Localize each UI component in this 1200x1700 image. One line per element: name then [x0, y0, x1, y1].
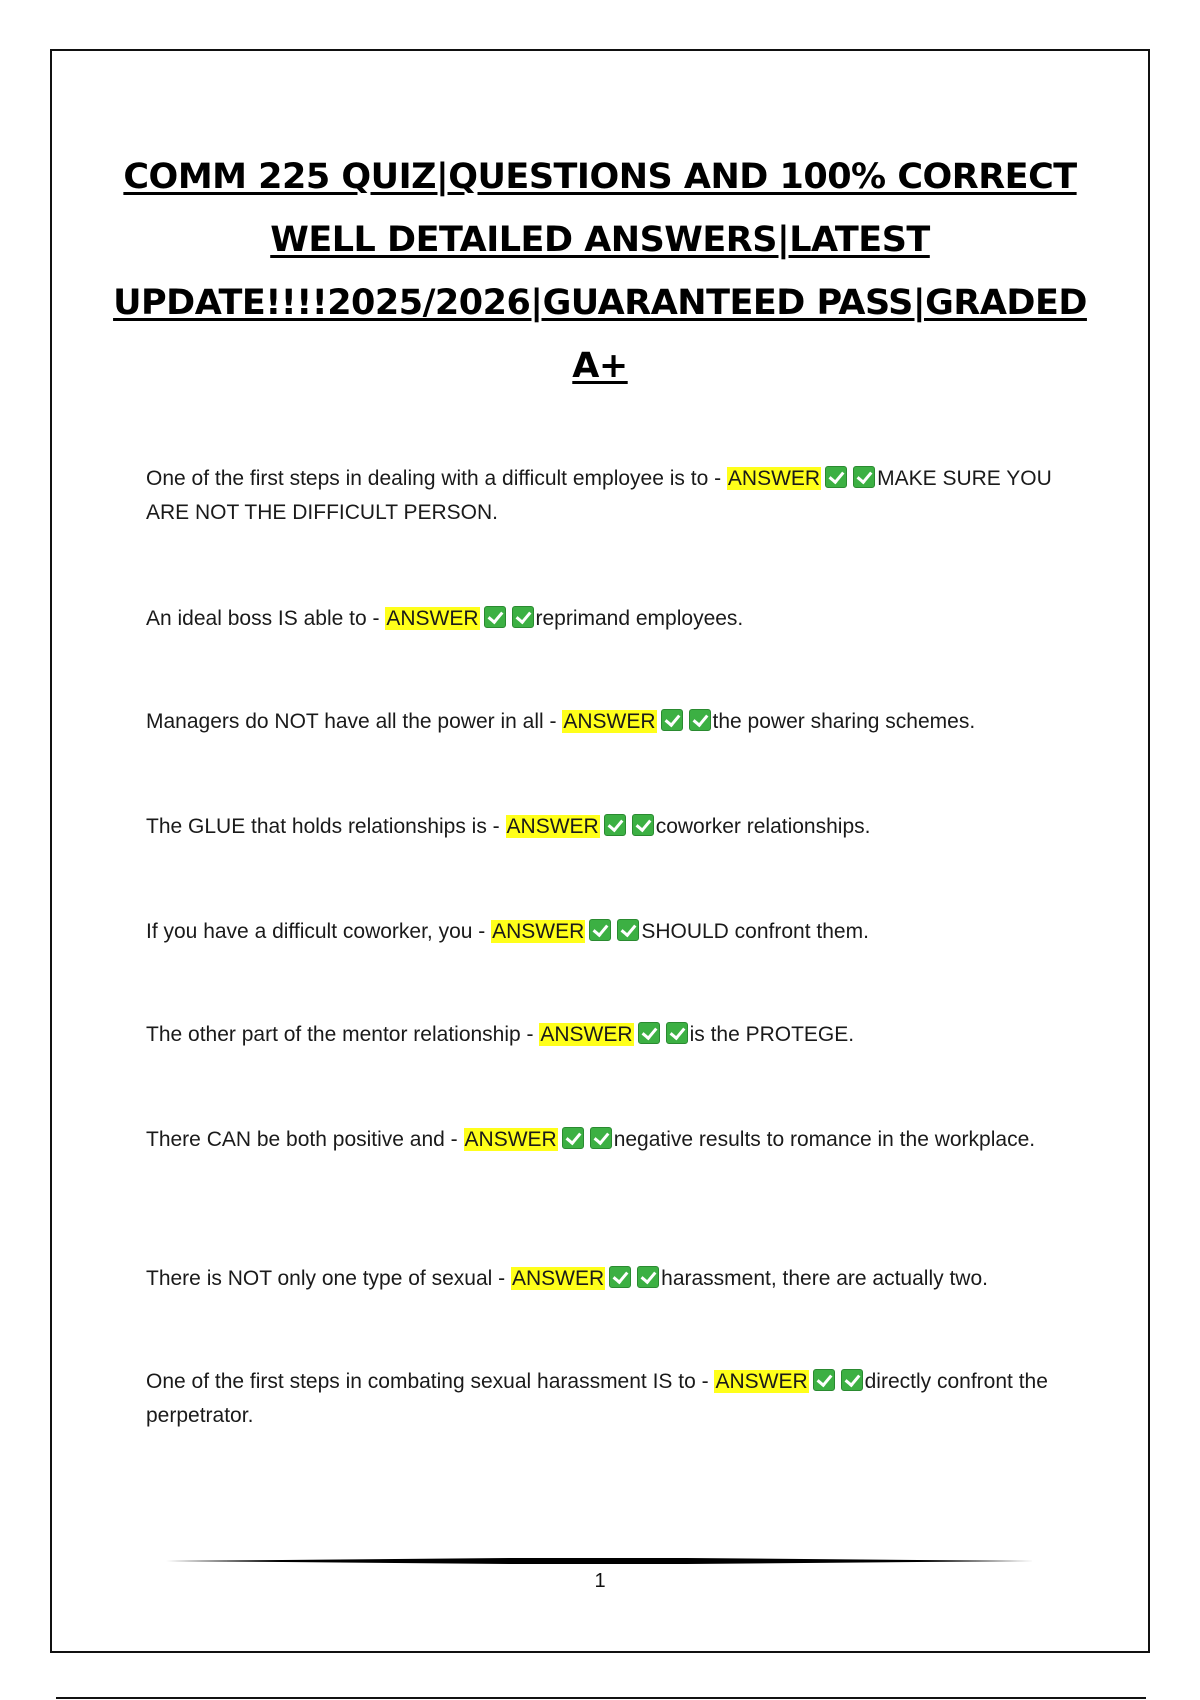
qa-item — [146, 462, 1066, 530]
green-checkbox-icon — [632, 814, 654, 836]
green-checkbox-icon — [617, 919, 639, 941]
question-text: If you have a difficult coworker, you - — [146, 920, 492, 943]
question-text: The other part of the mentor relationship - — [146, 1023, 540, 1046]
answer-text: the power sharing schemes. — [712, 710, 976, 733]
answer-text: negative results to romance in the workplace. — [613, 1128, 1036, 1151]
question-text: There is NOT only one type of sexual - — [146, 1267, 511, 1290]
qa-item — [146, 1365, 1066, 1433]
green-checkbox-icon — [638, 1022, 660, 1044]
question-text: One of the first steps in dealing with a difficult employee is to - — [146, 467, 727, 490]
green-checkbox-icon — [484, 606, 506, 628]
answer-label: ANSWER — [540, 1023, 633, 1046]
qa-item — [146, 705, 1066, 739]
answer-label: ANSWER — [386, 607, 479, 630]
next-page-edge — [56, 1697, 1146, 1699]
green-checkbox-icon — [637, 1266, 659, 1288]
green-checkbox-icon — [661, 709, 683, 731]
answer-label: ANSWER — [464, 1128, 557, 1151]
green-checkbox-icon — [562, 1127, 584, 1149]
answer-text: reprimand employees. — [535, 607, 744, 630]
qa-item — [146, 1123, 1066, 1157]
question-text: One of the first steps in combating sexual harassment IS to - — [146, 1370, 715, 1393]
answer-label: ANSWER — [511, 1267, 605, 1290]
green-checkbox-icon — [813, 1369, 835, 1391]
question-text: An ideal boss IS able to - — [146, 607, 386, 630]
answer-text: MAKE SURE YOU ARE NOT THE DIFFICULT PERSON. — [146, 467, 1052, 524]
question-text: Managers do NOT have all the power in all - — [146, 710, 563, 733]
answer-text: directly confront the perpetrator. — [146, 1370, 1048, 1427]
green-checkbox-icon — [666, 1022, 688, 1044]
qa-item — [146, 602, 1066, 636]
question-text: There CAN be both positive and - — [146, 1128, 464, 1151]
green-checkbox-icon — [825, 466, 847, 488]
green-checkbox-icon — [512, 606, 534, 628]
answer-label: ANSWER — [563, 710, 656, 733]
question-text: The GLUE that holds relationships is - — [146, 815, 506, 838]
qa-item — [146, 1262, 1066, 1296]
qa-item — [146, 1018, 1066, 1052]
answer-text: SHOULD confront them. — [641, 920, 869, 943]
answer-label: ANSWER — [506, 815, 599, 838]
green-checkbox-icon — [590, 1127, 612, 1149]
green-checkbox-icon — [589, 919, 611, 941]
qa-item — [146, 915, 1066, 949]
document-title: COMM 225 QUIZ|QUESTIONS AND 100% CORRECT WELL DETAILED ANSWERS|LATEST UPDATE!!!!2025/2026|GUARANTEED PASS|GRADED A+ — [113, 157, 1087, 386]
answer-label: ANSWER — [715, 1370, 808, 1393]
answer-text: coworker relationships. — [655, 815, 871, 838]
green-checkbox-icon — [604, 814, 626, 836]
answer-label: ANSWER — [492, 920, 585, 943]
answer-label: ANSWER — [727, 467, 821, 490]
green-checkbox-icon — [853, 466, 875, 488]
green-checkbox-icon — [609, 1266, 631, 1288]
page-number: 1 — [594, 1570, 606, 1592]
answer-text: harassment, there are actually two. — [661, 1267, 988, 1290]
green-checkbox-icon — [841, 1369, 863, 1391]
qa-item — [146, 810, 1066, 844]
green-checkbox-icon — [689, 709, 711, 731]
answer-text: is the PROTEGE. — [689, 1023, 855, 1046]
